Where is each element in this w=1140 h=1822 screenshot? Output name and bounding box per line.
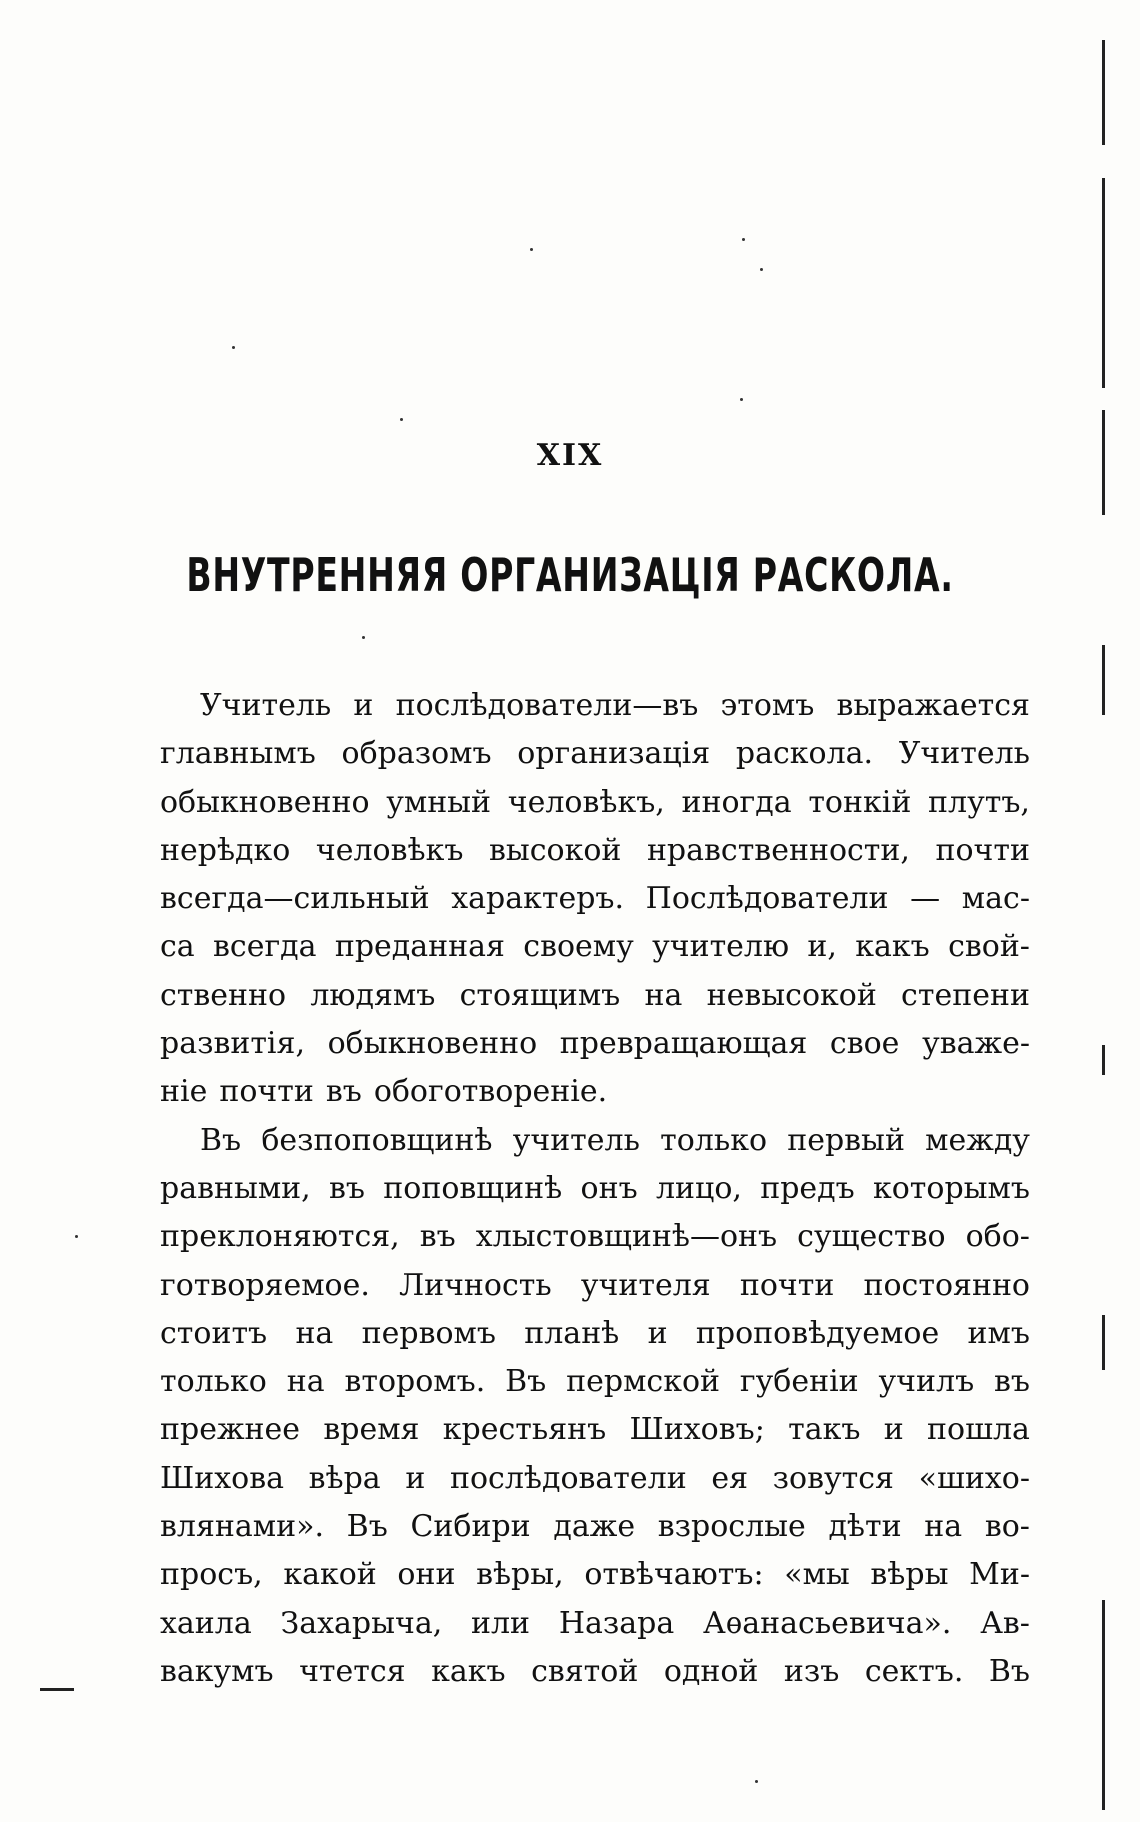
scan-speck (742, 238, 745, 241)
text-word: вѣры, (476, 1557, 564, 1593)
text-word: въ (325, 1074, 362, 1110)
text-word: невысокой (706, 977, 877, 1013)
text-word: послѣдователи—въ (395, 688, 699, 723)
scan-speck (755, 1780, 758, 1783)
text-word: Аѳанасьевича». (702, 1605, 952, 1641)
text-word: первомъ (361, 1315, 496, 1351)
text-word: «шихо- (918, 1460, 1030, 1496)
text-word: на (295, 1315, 334, 1351)
text-word: раскола. (735, 736, 874, 772)
text-line (160, 827, 1030, 875)
text-line (160, 1600, 1030, 1648)
text-line (160, 1310, 1030, 1358)
text-word: поповщинѣ (383, 1170, 563, 1206)
text-word: человѣкъ, (507, 784, 665, 820)
text-word: проповѣдуемое (695, 1315, 940, 1351)
text-word: которымъ (873, 1170, 1030, 1206)
text-word: мас- (961, 881, 1030, 917)
text-word: только (160, 1364, 267, 1400)
text-word: второмъ. (344, 1364, 486, 1400)
text-word: Шиховъ; (629, 1412, 765, 1448)
text-word: «мы (784, 1557, 850, 1593)
text-word: святой (531, 1653, 639, 1689)
text-line (160, 875, 1030, 923)
text-word: хлыстовщинѣ—онъ (475, 1219, 778, 1255)
text-word: всегда—сильный (160, 881, 430, 917)
scan-edge-line (1102, 1315, 1105, 1370)
text-word: какъ (855, 929, 930, 965)
text-word: главнымъ (160, 736, 316, 772)
text-word: Захарыча, (280, 1605, 443, 1641)
text-word: почти (219, 1074, 314, 1110)
text-word: между (925, 1122, 1030, 1158)
text-line (160, 779, 1030, 827)
text-word: во- (984, 1509, 1030, 1545)
text-word: пошла (927, 1412, 1030, 1448)
text-word: Въ (200, 1122, 242, 1158)
text-word: са (160, 929, 195, 965)
scan-edge-line (1102, 645, 1105, 715)
text-word: ніе (160, 1074, 208, 1110)
text-line (160, 1262, 1030, 1310)
scan-edge-line (1102, 1045, 1105, 1075)
text-word: влянами». (160, 1509, 324, 1545)
body-text (160, 682, 1030, 1696)
text-word: стоитъ (160, 1315, 268, 1351)
text-word: онъ (580, 1170, 638, 1206)
text-word: Личность (399, 1267, 552, 1303)
text-word: этомъ (720, 688, 815, 723)
scan-speck (740, 398, 743, 401)
text-word: Ми- (969, 1557, 1030, 1593)
text-word: обыкновенно (160, 784, 370, 820)
text-word: одной (663, 1653, 759, 1689)
text-word: своему (523, 929, 634, 965)
scan-edge-line (1102, 1600, 1105, 1810)
scan-edge-line (1102, 40, 1105, 145)
text-word: почти (935, 832, 1030, 868)
text-word: лицо, (655, 1170, 742, 1206)
text-word: на (924, 1509, 963, 1545)
text-word: какъ (431, 1653, 506, 1689)
text-word: уваже- (922, 1026, 1030, 1062)
text-word: прежнее (160, 1412, 301, 1448)
text-word: училъ (878, 1364, 975, 1400)
text-word: пермской (566, 1364, 721, 1400)
text-word: равными, (160, 1170, 311, 1206)
text-word: они (397, 1557, 456, 1593)
text-word: и (353, 688, 374, 723)
text-word: на (644, 977, 683, 1013)
text-word: отвѣчаютъ: (584, 1557, 764, 1593)
text-word: зовутся (772, 1460, 894, 1496)
text-line (160, 1406, 1030, 1454)
text-word: обыкновенно (327, 1026, 538, 1062)
text-word: почти (739, 1267, 835, 1303)
text-word: только (660, 1122, 768, 1158)
text-word: время (323, 1412, 420, 1448)
text-word: изъ (783, 1653, 840, 1689)
text-word: превращающая (559, 1026, 808, 1062)
text-word: и (647, 1315, 668, 1351)
text-word: Послѣдователи (645, 881, 889, 917)
text-word: на (286, 1364, 325, 1400)
text-line (160, 1020, 1030, 1068)
text-word: существо (797, 1219, 946, 1255)
text-word: въ (419, 1219, 456, 1255)
text-word: или (471, 1605, 531, 1641)
text-word: Шихова (160, 1460, 284, 1496)
scan-dash-mark (40, 1688, 74, 1691)
text-word: плутъ, (928, 784, 1030, 820)
text-word: имъ (967, 1315, 1030, 1351)
scan-speck (760, 268, 763, 271)
text-word: вѣра (308, 1460, 381, 1496)
text-word: выражается (836, 688, 1030, 723)
text-word: образомъ (341, 736, 492, 772)
text-line (160, 1213, 1030, 1261)
text-word: въ (329, 1170, 365, 1206)
text-word: вѣры (870, 1557, 949, 1593)
text-word: людямъ (310, 977, 436, 1013)
text-word: всегда (213, 929, 317, 965)
text-word: дѣти (828, 1509, 902, 1545)
text-word: ственно (160, 977, 287, 1013)
text-word: иногда (681, 784, 792, 820)
text-word: степени (901, 977, 1030, 1013)
text-word: постоянно (863, 1267, 1030, 1303)
text-word: Назара (558, 1605, 675, 1641)
text-word: преданная (334, 929, 505, 965)
scan-speck (400, 418, 403, 421)
text-word: Въ (988, 1653, 1030, 1689)
text-word: свое (829, 1026, 900, 1062)
text-word: какой (283, 1557, 377, 1593)
chapter-number: XIX (536, 438, 604, 473)
text-word: такъ (788, 1412, 861, 1448)
text-word: Ав- (980, 1605, 1030, 1641)
text-line (160, 682, 1030, 730)
scan-edge-line (1102, 410, 1105, 515)
text-word: ея (711, 1460, 749, 1496)
text-word: высокой (488, 832, 622, 868)
scan-speck (232, 346, 235, 349)
text-word: и, (807, 929, 837, 965)
text-word: учителя (580, 1267, 711, 1303)
text-word: безпоповщинѣ (261, 1122, 493, 1158)
text-word: обоготвореніе. (373, 1074, 608, 1110)
text-word: преклоняются, (160, 1219, 400, 1255)
text-word: въ (994, 1364, 1030, 1400)
text-word: первый (787, 1122, 905, 1158)
text-word: Сибири (410, 1509, 531, 1545)
text-word: нерѣдко (160, 832, 291, 868)
text-word: тонкій (808, 784, 912, 820)
text-word: чтется (299, 1653, 406, 1689)
scan-edge-line (1102, 178, 1105, 388)
text-line (160, 730, 1030, 778)
text-word: планѣ (524, 1315, 620, 1351)
text-word: вакумъ (160, 1653, 274, 1689)
text-word: организація (517, 736, 711, 772)
text-line (160, 1358, 1030, 1406)
text-line (160, 923, 1030, 971)
text-line (160, 1068, 1030, 1116)
text-word: учителю (652, 929, 790, 965)
text-word: предъ (760, 1170, 855, 1206)
text-line (160, 1165, 1030, 1213)
text-word: взрослые (657, 1509, 806, 1545)
scan-speck (75, 1235, 78, 1238)
text-word: послѣдователи (449, 1460, 687, 1496)
text-word: крестьянъ (442, 1412, 607, 1448)
text-line (160, 1503, 1030, 1551)
text-line (160, 1455, 1030, 1503)
scan-speck (362, 636, 365, 639)
text-word: сектъ. (864, 1653, 964, 1689)
text-line (160, 972, 1030, 1020)
chapter-title: ВНУТРЕННЯЯ ОРГАНИЗАЦІЯ РАСКОЛА. (186, 548, 954, 602)
text-line (160, 1117, 1030, 1165)
text-word: человѣкъ (315, 832, 464, 868)
text-word: нравственности, (646, 832, 910, 868)
text-word: обо- (965, 1219, 1030, 1255)
text-word: готворяемое. (160, 1267, 370, 1303)
text-word: хаила (160, 1605, 252, 1641)
text-word: свой- (948, 929, 1030, 965)
text-word: и (883, 1412, 904, 1448)
text-word: учитель (512, 1122, 640, 1158)
text-word: губеніи (739, 1364, 859, 1400)
text-word: Учитель (898, 736, 1030, 772)
text-word: Учитель (200, 688, 332, 723)
text-word: характеръ. (451, 881, 625, 917)
text-word: просъ, (160, 1557, 263, 1593)
scan-speck (530, 248, 533, 251)
text-word: Въ (346, 1509, 388, 1545)
text-word: — (910, 881, 941, 917)
text-word: развитія, (160, 1026, 305, 1062)
text-word: Въ (505, 1364, 547, 1400)
text-line (160, 1648, 1030, 1696)
text-word: и (405, 1460, 426, 1496)
text-word: даже (553, 1509, 636, 1545)
text-word: умный (386, 784, 492, 820)
text-word: стоящимъ (459, 977, 621, 1013)
text-line (160, 1551, 1030, 1599)
